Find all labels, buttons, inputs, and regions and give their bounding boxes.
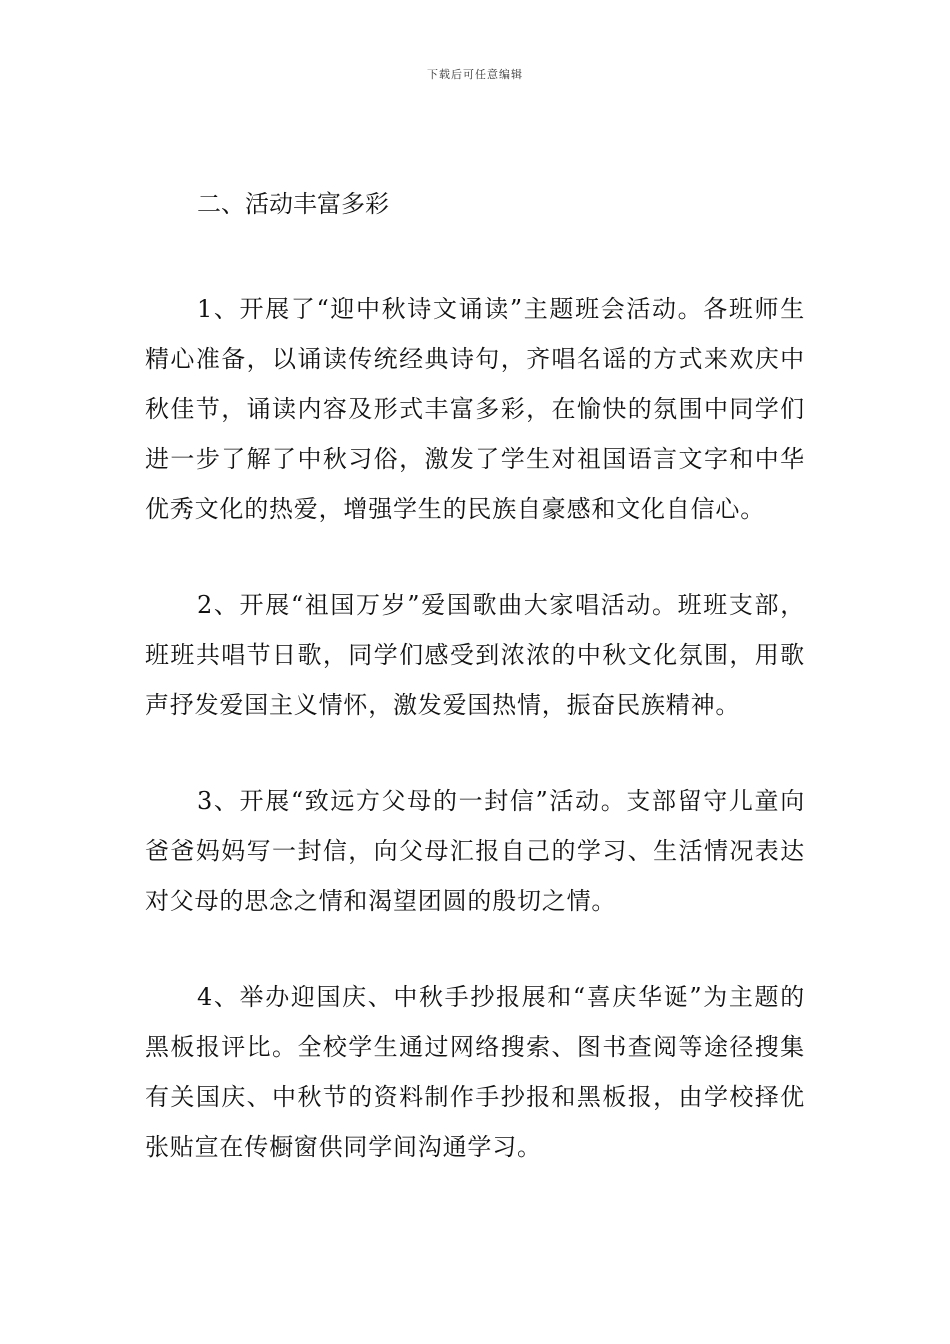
paragraph-4: 4、举办迎国庆、中秋手抄报展和“喜庆华诞”为主题的黑板报评比。全校学生通过网络搜索、图书查阅等途径搜集有关国庆、中秋节的资料制作手抄报和黑板报，由学校择优张贴宣在传橱窗供同学间沟通学习。 xyxy=(145,983,805,1161)
paragraph-1: 1、开展了“迎中秋诗文诵读”主题班会活动。各班师生精心准备，以诵读传统经典诗句，齐唱名谣的方式来欢庆中秋佳节，诵读内容及形式丰富多彩，在愉快的氛围中同学们进一步了解了中秋习俗，激发了学生对祖国语言文字和中华优秀文化的热爱，增强学生的民族自豪感和文化自信心。 xyxy=(145,295,805,523)
page-header-note: 下载后可任意编辑 xyxy=(427,68,523,81)
paragraph-2: 2、开展“祖国万岁”爱国歌曲大家唱活动。班班支部，班班共唱节日歌，同学们感受到浓浓的中秋文化氛围，用歌声抒发爱国主义情怀，激发爱国热情，振奋民族精神。 xyxy=(145,591,805,719)
document-body xyxy=(145,178,805,1172)
paragraph-3: 3、开展“致远方父母的一封信”活动。支部留守儿童向爸爸妈妈写一封信，向父母汇报自己的学习、生活情况表达对父母的思念之情和渴望团圆的殷切之情。 xyxy=(145,787,805,915)
section-heading: 二、活动丰富多彩 xyxy=(197,190,389,218)
